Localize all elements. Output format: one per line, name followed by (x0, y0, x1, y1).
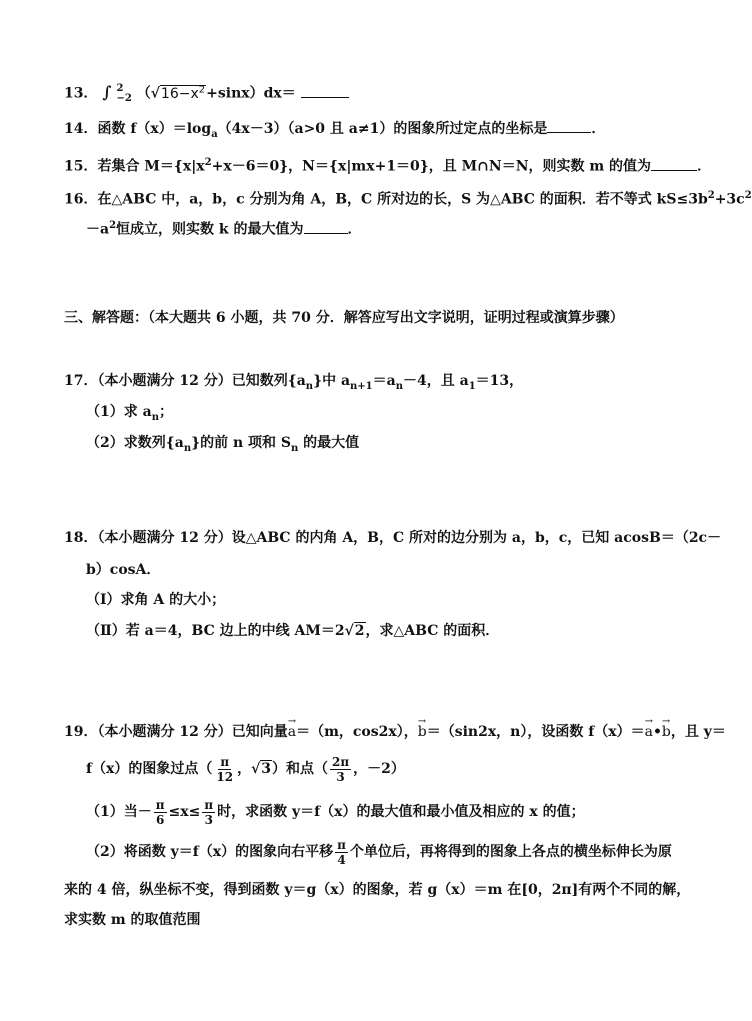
q17-p2-sub: n (183, 442, 192, 454)
integral-sign: ∫ (102, 82, 112, 102)
frac-den: 3 (204, 812, 213, 827)
q15-sup: 2 (204, 157, 212, 168)
q17-p1-text: （1）求 a (86, 404, 152, 420)
frac-num: π (220, 754, 230, 769)
q14-number: 14． (64, 121, 98, 137)
q13-number: 13． (64, 85, 98, 102)
question-13 (64, 80, 349, 104)
integral-lower: −2 (116, 92, 132, 104)
vector-a: → a (645, 722, 653, 742)
integral-limits (117, 84, 132, 104)
fraction (335, 838, 348, 867)
q16-text: 在△ABC 中，a，b，c 分别为角 A，B，C 所对边的长，S 为△ABC 的面积．若不等式 kS≤3b (97, 191, 708, 208)
q18-part2 (86, 621, 499, 641)
sqrt-value: 3 (261, 761, 272, 777)
vector-b: → b (418, 722, 427, 742)
question-16 (64, 186, 752, 210)
question-18: 18．（本小题满分 12 分）设△ABC 的内角 A，B，C 所对的边分别为 a，b，c，已知 acosB＝（2c－ (64, 530, 722, 546)
frac-num: 2π (332, 754, 350, 769)
question-16-cont (86, 216, 362, 240)
frac-den: 12 (216, 769, 234, 784)
q19-text: （2）将函数 y＝f（x）的图象向右平移 (86, 844, 334, 860)
question-15 (64, 153, 711, 177)
q18-sqrt: 2 (354, 623, 365, 639)
q17-sub: n+1 (350, 380, 373, 392)
answer-blank[interactable] (651, 156, 697, 171)
q19-text: ，且 y＝ (670, 724, 726, 740)
q14-sub: a (211, 128, 218, 140)
q19-text: 个单位后，再将得到的图象上各点的横坐标伸长为原 (349, 844, 672, 860)
q16-end: ． (347, 221, 362, 238)
q17-p2-text: （2）求数列{a (86, 435, 184, 451)
q19-part2 (86, 835, 672, 869)
q17-p1-end: ； (158, 404, 173, 420)
answer-blank[interactable] (547, 118, 591, 133)
frac-num: π (337, 837, 346, 852)
q19-text: ≤x≤ (168, 804, 201, 820)
q19-text: f（x）的图象过点（ (86, 761, 213, 777)
question-19 (64, 722, 726, 742)
frac-den: 6 (155, 812, 165, 827)
q17-p1-sub: n (151, 411, 159, 423)
q15-end: ． (697, 158, 712, 175)
radicand (160, 85, 206, 102)
vector-b: → b (662, 722, 671, 742)
q17-tail: ＝13， (475, 373, 524, 389)
q16-text2: +3c (714, 191, 745, 208)
integral-upper: 2 (116, 82, 124, 94)
q17-p2-sub2: n (291, 442, 299, 454)
q17-sub: n (305, 380, 314, 392)
q16-number: 16． (64, 191, 98, 208)
q19-text: ＝（sin2x，n），设函数 f（x）＝ (426, 724, 645, 740)
frac-den: 3 (336, 769, 345, 784)
sqrt-sign: √ (344, 623, 354, 639)
question-19-line2 (86, 752, 405, 786)
q15-text2: +x－6＝0}，N＝{x|mx+1＝0}，且 M∩N＝N，则实数 m 的值为 (211, 158, 652, 175)
q19-text: ＝（m，cos2x）， (296, 724, 418, 740)
fraction (330, 755, 351, 784)
q17-mid: }中 a (313, 373, 351, 389)
q18-p2-end: ，求△ABC 的面积． (365, 623, 500, 639)
question-14 (64, 118, 605, 145)
sqrt-sign: √ (251, 761, 261, 777)
q18-part1: （Ⅰ）求角 A 的大小； (86, 592, 226, 608)
answer-blank[interactable] (301, 83, 349, 98)
q17-p2-text2: }的前 n 项和 S (191, 435, 292, 451)
q16-text3: －a (86, 221, 110, 238)
q13-tail: +sinx）dx＝ (206, 85, 296, 102)
answer-blank[interactable] (304, 219, 348, 234)
fraction (202, 798, 215, 827)
q16-sup2: 2 (744, 190, 752, 201)
q15-number: 15． (64, 158, 98, 175)
fraction (214, 755, 235, 784)
frac-den: 4 (337, 852, 346, 867)
q19-text: ）和点（ (272, 761, 329, 777)
question-17 (64, 371, 523, 397)
q15-text: 若集合 M＝{x|x (97, 158, 205, 175)
paren: （ (136, 85, 151, 102)
q19-text: ，－2） (353, 761, 405, 777)
q17-p2-end: 的最大值 (298, 435, 360, 451)
q16-text4: 恒成立，则实数 k 的最大值为 (116, 221, 304, 238)
q16-sup1: 2 (707, 190, 715, 201)
q14-text: 函数 f（x）＝log (97, 121, 212, 137)
dot-operator: • (652, 724, 662, 740)
q19-text: （1）当－ (86, 804, 152, 820)
q19-part2-cont: 来的 4 倍，纵坐标不变，得到函数 y＝g（x）的图象，若 g（x）＝m 在[0，2π]有两个不同的解， (64, 882, 691, 898)
q17-head: 17．（本小题满分 12 分）已知数列{a (64, 373, 306, 389)
q17-mid2: ＝a (372, 373, 396, 389)
q14-end: ． (591, 121, 606, 137)
q19-text: ， (237, 761, 252, 777)
q17-part2 (86, 433, 359, 459)
q17-mid3: －4，且 a (403, 373, 469, 389)
q19-text: 时，求函数 y＝f（x）的最大值和最小值及相应的 x 的值； (217, 804, 585, 820)
vector-a: → a (288, 722, 296, 742)
q16-sup3: 2 (109, 220, 117, 231)
q19-part2-cont2: 求实数 m 的取值范围 (64, 912, 201, 928)
q18-p2-text: （Ⅱ）若 a＝4，BC 边上的中线 AM＝2 (86, 623, 345, 639)
frac-num: π (204, 797, 214, 812)
q17-part1 (86, 402, 173, 428)
fraction (154, 798, 167, 827)
section-title: 三、解答题：（本大题共 6 小题，共 70 分．解答应写出文字说明，证明过程或演算步骤） (64, 310, 624, 326)
q19-text: 19．（本小题满分 12 分）已知向量 (64, 724, 288, 740)
question-18-cont: b）cosA． (86, 562, 161, 578)
frac-num: π (155, 797, 165, 812)
q17-sub: n (395, 380, 403, 392)
q17-sub: 1 (468, 380, 476, 392)
q19-part1 (86, 795, 585, 829)
sqrt-sign: √ (150, 85, 160, 102)
radicand-text: 16−x (160, 85, 199, 102)
q14-text2: （4x－3）（a>0 且 a≠1）的图象所过定点的坐标是 (217, 121, 548, 137)
radicand-exp: 2 (198, 84, 206, 95)
